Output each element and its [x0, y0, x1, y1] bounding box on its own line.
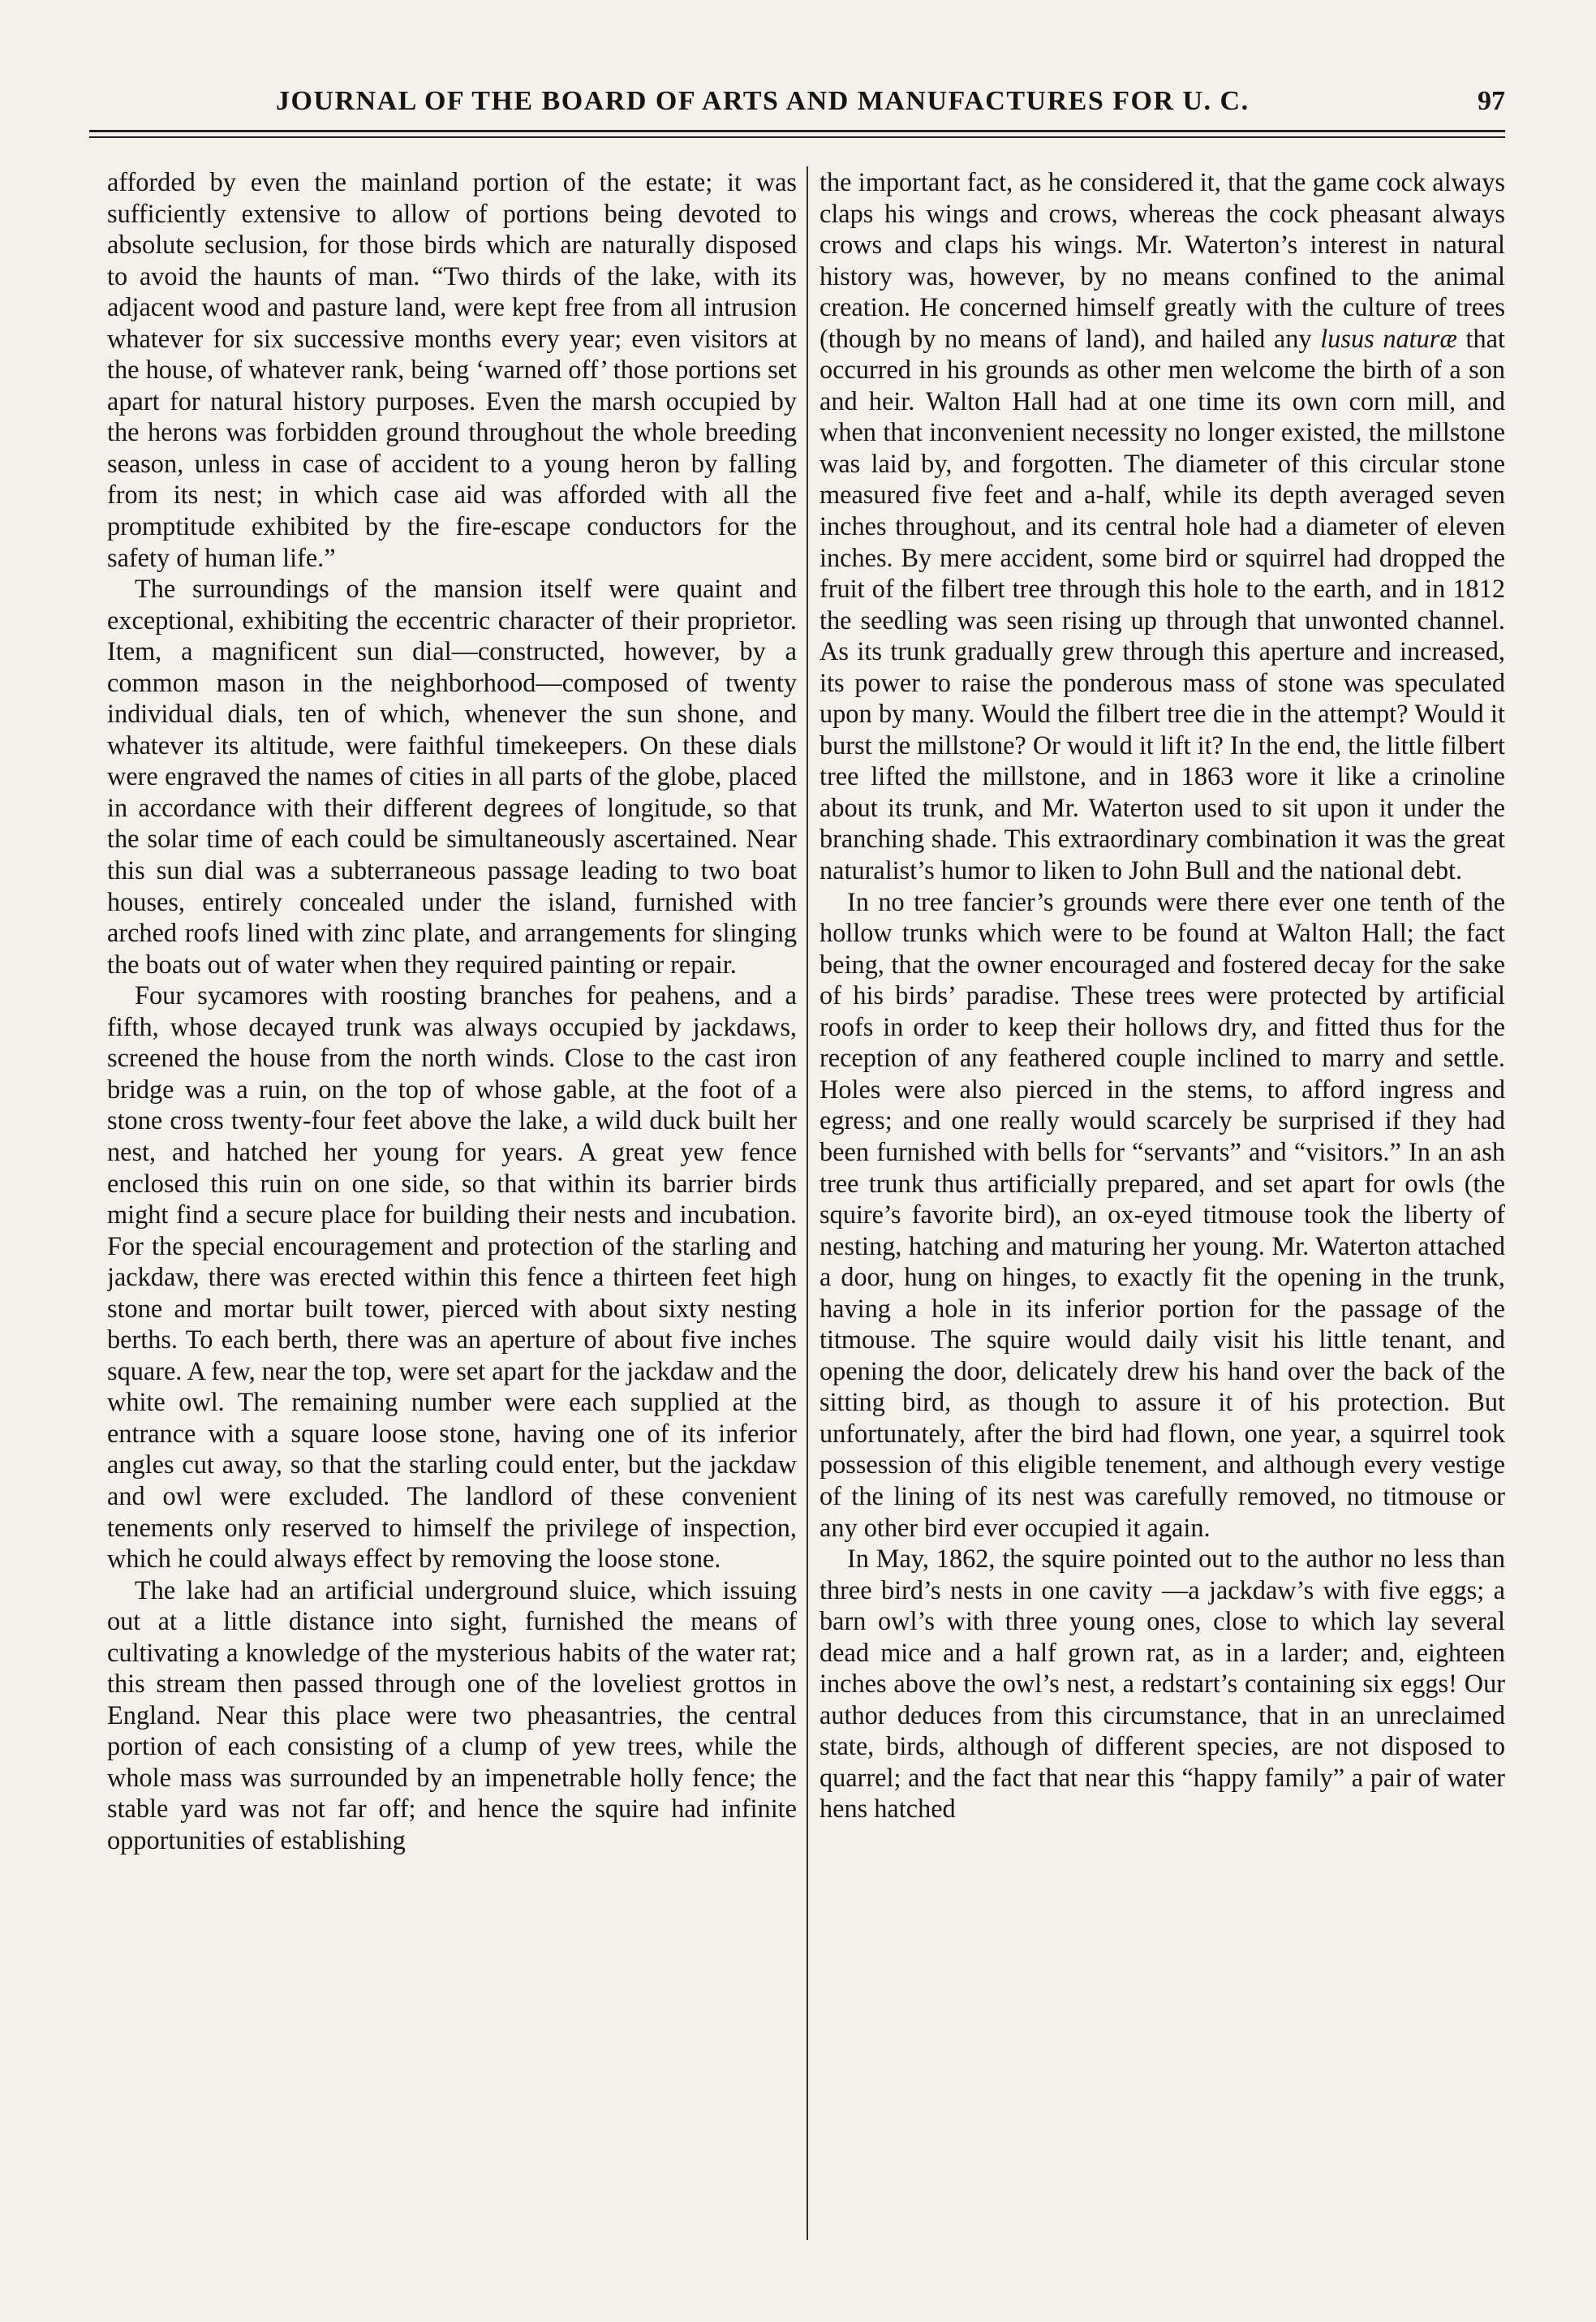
text-run: that occurred in his grounds as other men welcome the birth of a son and heir. Walton Hall had at one time its own corn mill, and when that inconvenient necessity no longer existed, the millstone was laid by, and forgotten. The diameter of this circular stone measured five feet and a-half, while its depth averaged seven inches throughout, and its central hole had a diameter of eleven inches. By mere accident, some bird or squirrel had dropped the fruit of the filbert tree through this hole to the earth, and in 1812 the seedling was seen rising up through that unwonted channel. As its trunk gradually grew through this aperture and increased, its power to raise the ponderous mass of stone was speculated upon by many. Would the filbert tree die in the attempt? Would it burst the millstone? Or would it lift it? In the end, the little filbert tree lifted the millstone, and in 1863 wore it like a crinoline about its trunk, and Mr. Waterton used to sit upon it under the branching shade. This extraordinary combination it was the great naturalist’s humor to liken to John Bull and the national debt. — [820, 323, 1505, 885]
column-divider — [807, 166, 808, 2240]
right-column — [820, 166, 1505, 2236]
text-run: the important fact, as he considered it, that the game cock always claps his wings and crows, whereas the cock pheasant always crows and claps his wings. Mr. Waterton’s interest in natural history was, however, by no means confined to the animal creation. He concerned himself greatly with the culture of trees (though by no means of land), and hailed any — [820, 167, 1505, 353]
journal-title: JOURNAL OF THE BOARD OF ARTS AND MANUFACTURES FOR U. C. — [276, 86, 1250, 116]
header-rule-top — [89, 130, 1505, 132]
running-header — [89, 78, 1505, 127]
paragraph: In May, 1862, the squire pointed out to the author no less than three bird’s nests in one cavity —a jackdaw’s with five eggs; a barn owl’s with three young ones, close to which lay several dead mice and a half grown rat, as in a larder; and, eighteen inches above the owl’s nest, a redstart’s containing six eggs! Our author deduces from this circumstance, that in an unreclaimed state, birds, although of different species, are not disposed to quarrel; and the fact that near this “happy family” a pair of water hens hatched — [820, 1544, 1505, 1824]
page-number: 97 — [1478, 86, 1505, 116]
paragraph — [820, 166, 1505, 886]
left-column — [107, 166, 797, 2236]
paragraph: The lake had an artificial underground sluice, which issuing out at a little distance into sight, furnished the means of cultivating a knowledge of the mysterious habits of the water rat; this stream then passed through one of the loveliest grottos in England. Near this place were two pheasantries, the central portion of each consisting of a clump of yew trees, while the whole mass was surrounded by an impenetrable holly fence; the stable yard was not far off; and hence the squire had infinite opportunities of establishing — [107, 1575, 797, 1855]
paragraph: The surroundings of the mansion itself were quaint and exceptional, exhibiting the eccentric character of their proprietor. Item, a magnificent sun dial—constructed, however, by a common mason in the neighborhood—composed of twenty individual dials, ten of which, whenever the sun shone, and whatever its altitude, were faithful timekeepers. On these dials were engraved the names of cities in all parts of the globe, placed in accordance with their different degrees of longitude, so that the solar time of each could be simultaneously ascertained. Near this sun dial was a subterraneous passage leading to two boat houses, entirely concealed under the island, furnished with arched roofs lined with zinc plate, and arrangements for slinging the boats out of water when they required painting or repair. — [107, 574, 797, 979]
header-rule-bottom — [89, 136, 1505, 138]
paragraph: In no tree fancier’s grounds were there ever one tenth of the hollow trunks which were to be found at Walton Hall; the fact being, that the owner encouraged and fostered decay for the sake of his birds’ paradise. These trees were protected by artificial roofs in order to keep their hollows dry, and fitted thus for the reception of any feathered couple inclined to marry and settle. Holes were also pierced in the stems, to afford ingress and egress; and one really would scarcely be surprised if they had been furnished with bells for “servants” and “visitors.” In an ash tree trunk thus artificially prepared, and set apart for owls (the squire’s favorite bird), an ox-eyed titmouse took the liberty of nesting, hatching and maturing her young. Mr. Waterton attached a door, hung on hinges, to exactly fit the opening in the trunk, having a hole in its inferior portion for the passage of the titmouse. The squire would daily visit his little tenant, and opening the door, delicately drew his hand over the back of the sitting bird, as though to assure it of his protection. But unfortunately, after the bird had flown, one year, a squirrel took possession of this eligible tenement, and although every vestige of the lining of its nest was carefully removed, no titmouse or any other bird ever occupied it again. — [820, 886, 1505, 1542]
paragraph: Four sycamores with roosting branches for peahens, and a fifth, whose decayed trunk was always occupied by jackdaws, screened the house from the north winds. Close to the cast iron bridge was a ruin, on the top of whose gable, at the foot of a stone cross twenty-four feet above the lake, a wild duck built her nest, and hatched her young for years. A great yew fence enclosed this ruin on one side, so that within its barrier birds might find a secure place for building their nests and incubation. For the special encouragement and protection of the starling and jackdaw, there was erected within this fence a thirteen feet high stone and mortar built tower, pierced with about sixty nesting berths. To each berth, there was an aperture of about five inches square. A few, near the top, were set apart for the jackdaw and the white owl. The remaining number were each supplied at the entrance with a square loose stone, having one of its inferior angles cut away, so that the starling could enter, but the jackdaw and owl were excluded. The landlord of these convenient tenements only reserved to himself the privilege of inspection, which he could always effect by removing the loose stone. — [107, 980, 797, 1574]
latin-phrase: lusus naturæ — [1320, 323, 1457, 353]
paragraph: afforded by even the mainland portion of the estate; it was sufficiently extensive to allow of portions being devoted to absolute seclusion, for those birds which are naturally disposed to avoid the haunts of man. “Two thirds of the lake, with its adjacent wood and pasture land, were kept free from all intrusion whatever for six successive months every year; even visitors at the house, of whatever rank, being ‘warned off’ those portions set apart for natural history purposes. Even the marsh occupied by the herons was forbidden ground throughout the whole breeding season, unless in case of accident to a young heron by falling from its nest; in which case aid was afforded with all the promptitude exhibited by the fire-escape conductors for the safety of human life.” — [107, 167, 797, 572]
